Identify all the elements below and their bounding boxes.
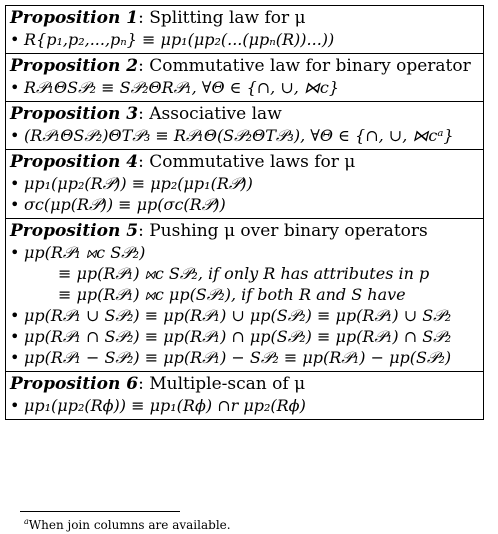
proposition-name: Proposition 1	[10, 8, 139, 28]
formula-continuation-row	[10, 284, 479, 305]
proposition-5-section	[6, 219, 483, 372]
formula-text: μp₁(μp₂(R𝒫)) ≡ μp₂(μp₁(R𝒫))	[24, 174, 253, 193]
formula-text: ≡ μp(R𝒫₁) ⋈c S𝒫₂, if only R has attributes in p	[58, 264, 430, 283]
bullet: •	[10, 126, 20, 145]
formula-text: σc(μp(R𝒫)) ≡ μp(σc(R𝒫))	[24, 195, 226, 214]
proposition-name: Proposition 6	[10, 374, 139, 394]
formula-text: μp(R𝒫₁ ∩ S𝒫₂) ≡ μp(R𝒫₁) ∩ μp(S𝒫₂) ≡ μp(R𝒫₁) ∩ S𝒫₂	[24, 327, 452, 346]
proposition-header	[10, 221, 479, 242]
formula-text: μp₁(μp₂(Rϕ)) ≡ μp₁(Rϕ) ∩r μp₂(Rϕ)	[24, 396, 306, 415]
formula-text: (R𝒫₁ΘS𝒫₂)ΘT𝒫₃ ≡ R𝒫₁Θ(S𝒫₂ΘT𝒫₃), ∀Θ ∈ {∩, ∪, ⋈cᵃ}	[24, 126, 454, 145]
formula-row	[10, 395, 479, 416]
proposition-title: : Multiple-scan of μ	[138, 374, 306, 394]
bullet: •	[10, 306, 20, 325]
footnote-text: When join columns are available.	[28, 518, 231, 532]
proposition-title: : Pushing μ over binary operators	[138, 221, 428, 241]
formula-text: R𝒫₁ΘS𝒫₂ ≡ S𝒫₂ΘR𝒫₁, ∀Θ ∈ {∩, ∪, ⋈c}	[24, 78, 340, 97]
formula-text: μp(R𝒫₁ ⋈c S𝒫₂)	[24, 243, 146, 262]
proposition-name: Proposition 4	[10, 152, 139, 172]
formula-row	[10, 242, 479, 263]
proposition-name: Proposition 5	[10, 221, 139, 241]
formula-text: μp(R𝒫₁ − S𝒫₂) ≡ μp(R𝒫₁) − S𝒫₂ ≡ μp(R𝒫₁) − μp(S𝒫₂)	[24, 348, 452, 367]
formula-row	[10, 326, 479, 347]
bullet: •	[10, 396, 20, 415]
bullet: •	[10, 327, 20, 346]
formula-row	[10, 173, 479, 194]
formula-text: μp(R𝒫₁ ∪ S𝒫₂) ≡ μp(R𝒫₁) ∪ μp(S𝒫₂) ≡ μp(R𝒫₁) ∪ S𝒫₂	[24, 306, 452, 325]
formula-text: R{p₁,p₂,...,pₙ} ≡ μp₁(μp₂(...(μpₙ(R))...))	[24, 30, 335, 49]
proposition-header	[10, 152, 479, 173]
proposition-name: Proposition 2	[10, 56, 139, 76]
proposition-header	[10, 104, 479, 125]
formula-row	[10, 305, 479, 326]
footnote-rule	[20, 511, 180, 512]
formula-row	[10, 77, 479, 98]
bullet: •	[10, 78, 20, 97]
propositions-table	[5, 5, 484, 420]
formula-row	[10, 347, 479, 368]
proposition-2-section	[6, 54, 483, 102]
bullet: •	[10, 243, 20, 262]
proposition-header	[10, 374, 479, 395]
proposition-header	[10, 56, 479, 77]
formula-continuation-row	[10, 263, 479, 284]
proposition-title: : Commutative laws for μ	[138, 152, 356, 172]
footnote-mark: a	[24, 517, 29, 526]
proposition-1-section	[6, 6, 483, 54]
formula-row	[10, 194, 479, 215]
proposition-3-section	[6, 102, 483, 150]
bullet: •	[10, 174, 20, 193]
bullet: •	[10, 30, 20, 49]
proposition-title: : Splitting law for μ	[138, 8, 306, 28]
proposition-name: Proposition 3	[10, 104, 139, 124]
proposition-header	[10, 8, 479, 29]
proposition-title: : Associative law	[138, 104, 282, 124]
footnote	[24, 515, 231, 532]
proposition-6-section	[6, 372, 483, 419]
bullet: •	[10, 195, 20, 214]
proposition-4-section	[6, 150, 483, 219]
formula-row	[10, 125, 479, 146]
formula-text: ≡ μp(R𝒫₁) ⋈c μp(S𝒫₂), if both R and S have	[58, 285, 406, 304]
bullet: •	[10, 348, 20, 367]
proposition-title: : Commutative law for binary operator	[138, 56, 471, 76]
formula-row	[10, 29, 479, 50]
